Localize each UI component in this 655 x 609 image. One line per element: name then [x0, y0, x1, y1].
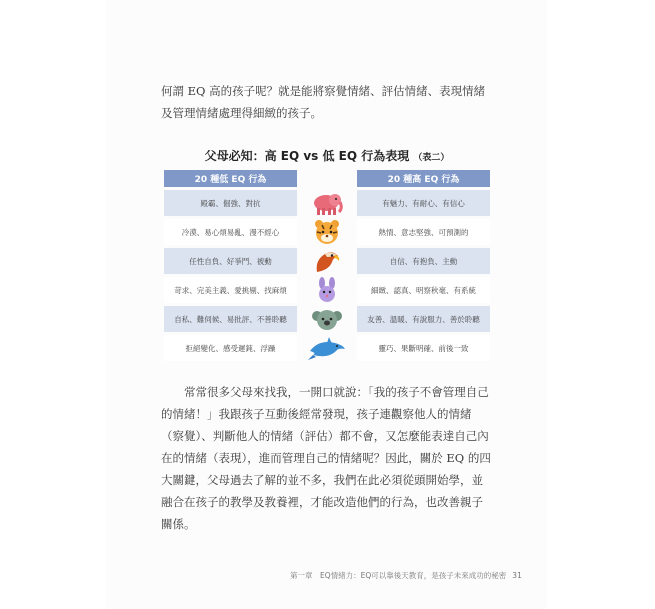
body-paragraph: 常常很多父母來找我，一開口就說：「我的孩子不會管理自己的情緒！」我跟孩子互動後經常發現，孩子連觀察他人的情緒（察覺）、判斷他人的情緒（評估）都不會，又怎麼能表達自己內在的情緒（表現），進而管理自己的情緒呢？因此，關於 EQ 的四大關鍵，父母過去了解的並不多，我們在此必須從頭開始學，並融合在孩子的教學及教養裡，才能改造他們的行為，也改善親子關係。	[161, 385, 491, 531]
high-eq-cell: 細緻、認真、明察秋毫、有系統	[357, 277, 490, 303]
low-eq-cell: 自私、難伺候、易批評、不善聆聽	[164, 306, 297, 332]
table-title	[164, 147, 490, 164]
low-eq-cell: 冷漠、易心煩易亂、漫不經心	[164, 219, 297, 245]
high-eq-cell: 熱情、意志堅強、可預測的	[357, 219, 490, 245]
eq-behavior-table	[164, 170, 490, 361]
page-footer	[290, 570, 522, 581]
koala-icon	[297, 306, 357, 332]
low-eq-cell: 拒絕變化、感受遲鈍、浮躁	[164, 335, 297, 361]
footer-chapter-text: 第一章 EQ情緒力：EQ可以靠後天教育，是孩子未來成功的秘密	[290, 571, 507, 580]
high-eq-cell: 自信、有抱負、主動	[357, 248, 490, 274]
table-note: （表二）	[413, 153, 450, 163]
table-header	[164, 170, 490, 187]
table-row	[164, 277, 490, 303]
rabbit-icon	[297, 277, 357, 303]
table-row	[164, 219, 490, 245]
tiger-icon	[297, 219, 357, 245]
table-title-text: 父母必知：高 EQ vs 低 EQ 行為表現	[204, 149, 410, 163]
low-eq-cell: 任性自負、好爭鬥、被動	[164, 248, 297, 274]
intro-paragraph: 何謂 EQ 高的孩子呢？就是能將察覺情緒、評估情緒、表現情緒及管理情緒處理得細緻的孩子。	[161, 84, 486, 120]
header-low-eq: 20 種低 EQ 行為	[164, 170, 297, 187]
table-row	[164, 248, 490, 274]
dolphin-icon	[297, 335, 357, 361]
high-eq-cell: 友善、溫暖、有說服力、善於聆聽	[357, 306, 490, 332]
low-eq-cell: 殿霸、倔強、對抗	[164, 190, 297, 216]
header-high-eq: 20 種高 EQ 行為	[357, 170, 490, 187]
table-row	[164, 306, 490, 332]
eagle-icon	[297, 248, 357, 274]
low-eq-cell: 苛求、完美主義、愛挑剔、找麻煩	[164, 277, 297, 303]
high-eq-cell: 有魅力、有耐心、有信心	[357, 190, 490, 216]
elephant-icon	[297, 190, 357, 216]
high-eq-cell: 靈巧、果斷明確、前後一致	[357, 335, 490, 361]
table-row	[164, 190, 490, 216]
page-number: 31	[512, 571, 522, 580]
table-row	[164, 335, 490, 361]
